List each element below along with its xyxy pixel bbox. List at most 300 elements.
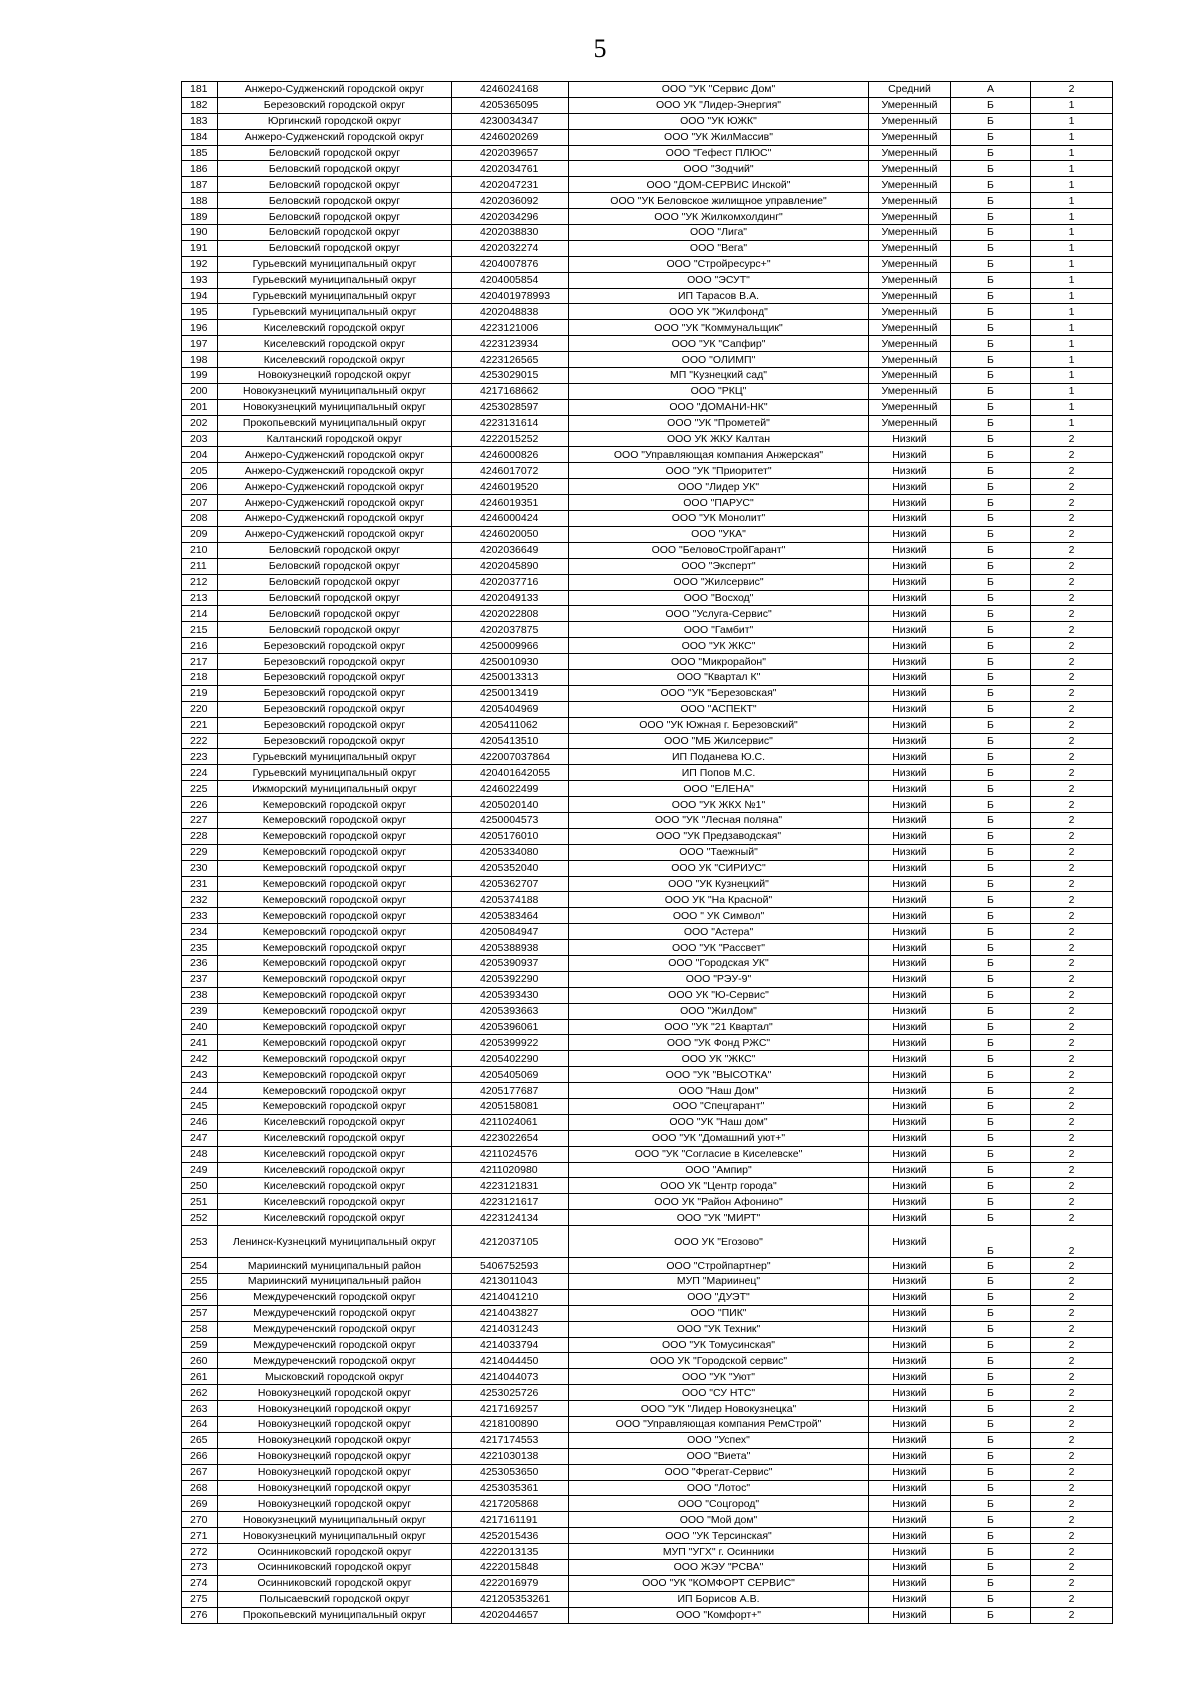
level-cell: 2 bbox=[1031, 1114, 1113, 1130]
municipality-cell: Кемеровский городской округ bbox=[218, 828, 452, 844]
table-row bbox=[182, 272, 1113, 288]
organization-cell: ООО УК "СИРИУС" bbox=[569, 860, 869, 876]
municipality-cell: Киселевский городской округ bbox=[218, 1210, 452, 1226]
organization-cell: ООО "УК "Наш дом" bbox=[569, 1114, 869, 1130]
inn-cell: 4205411062 bbox=[452, 717, 569, 733]
organization-cell: ООО "АСПЕКТ" bbox=[569, 701, 869, 717]
row-number: 225 bbox=[182, 781, 218, 797]
risk-category-cell: Умеренный bbox=[869, 129, 951, 145]
level-cell: 2 bbox=[1031, 447, 1113, 463]
risk-category-cell: Низкий bbox=[869, 622, 951, 638]
table-row bbox=[182, 399, 1113, 415]
inn-cell: 4202036092 bbox=[452, 193, 569, 209]
class-cell: Б bbox=[951, 685, 1031, 701]
inn-cell: 4222015848 bbox=[452, 1560, 569, 1576]
risk-category-cell: Низкий bbox=[869, 1417, 951, 1433]
municipality-cell: Ленинск-Кузнецкий муниципальный округ bbox=[218, 1226, 452, 1258]
risk-category-cell: Низкий bbox=[869, 812, 951, 828]
table-row bbox=[182, 606, 1113, 622]
organization-cell: ООО "УК "Сапфир" bbox=[569, 336, 869, 352]
inn-cell: 4253025726 bbox=[452, 1385, 569, 1401]
class-cell: Б bbox=[951, 590, 1031, 606]
municipality-cell: Киселевский городской округ bbox=[218, 1162, 452, 1178]
row-number: 214 bbox=[182, 606, 218, 622]
class-cell: Б bbox=[951, 1575, 1031, 1591]
class-cell: Б bbox=[951, 860, 1031, 876]
table-row bbox=[182, 908, 1113, 924]
row-number: 236 bbox=[182, 955, 218, 971]
municipality-cell: Кемеровский городской округ bbox=[218, 971, 452, 987]
inn-cell: 4223121617 bbox=[452, 1194, 569, 1210]
table-row bbox=[182, 1258, 1113, 1274]
table-row bbox=[182, 1496, 1113, 1512]
row-number: 256 bbox=[182, 1289, 218, 1305]
risk-category-cell: Низкий bbox=[869, 447, 951, 463]
organization-cell: ООО "Лига" bbox=[569, 225, 869, 241]
organization-cell: ООО УК "Центр города" bbox=[569, 1178, 869, 1194]
table-row bbox=[182, 1019, 1113, 1035]
risk-category-cell: Умеренный bbox=[869, 415, 951, 431]
class-cell: Б bbox=[951, 1496, 1031, 1512]
row-number: 250 bbox=[182, 1178, 218, 1194]
organization-cell: ООО "Наш Дом" bbox=[569, 1083, 869, 1099]
organization-cell: ООО "УК Монолит" bbox=[569, 511, 869, 527]
table-row bbox=[182, 526, 1113, 542]
inn-cell: 4250010930 bbox=[452, 654, 569, 670]
table-row bbox=[182, 1099, 1113, 1115]
municipality-cell: Кемеровский городской округ bbox=[218, 1051, 452, 1067]
inn-cell: 4202034761 bbox=[452, 161, 569, 177]
inn-cell: 4205020140 bbox=[452, 797, 569, 813]
class-cell: Б bbox=[951, 1099, 1031, 1115]
inn-cell: 4222016979 bbox=[452, 1575, 569, 1591]
organization-cell: ООО "ДОМАНИ-НК" bbox=[569, 399, 869, 415]
inn-cell: 4202037875 bbox=[452, 622, 569, 638]
municipality-cell: Кемеровский городской округ bbox=[218, 940, 452, 956]
risk-category-cell: Низкий bbox=[869, 860, 951, 876]
class-cell: Б bbox=[951, 574, 1031, 590]
level-cell: 2 bbox=[1031, 1417, 1113, 1433]
row-number: 212 bbox=[182, 574, 218, 590]
level-cell: 2 bbox=[1031, 654, 1113, 670]
inn-cell: 4250013313 bbox=[452, 669, 569, 685]
risk-category-cell: Низкий bbox=[869, 924, 951, 940]
row-number: 273 bbox=[182, 1560, 218, 1576]
level-cell: 1 bbox=[1031, 368, 1113, 384]
level-cell: 2 bbox=[1031, 1146, 1113, 1162]
inn-cell: 4205352040 bbox=[452, 860, 569, 876]
level-cell: 2 bbox=[1031, 526, 1113, 542]
level-cell: 1 bbox=[1031, 97, 1113, 113]
row-number: 230 bbox=[182, 860, 218, 876]
inn-cell: 4214031243 bbox=[452, 1321, 569, 1337]
class-cell: Б bbox=[951, 1401, 1031, 1417]
municipality-cell: Кемеровский городской округ bbox=[218, 1067, 452, 1083]
municipality-cell: Новокузнецкий городской округ bbox=[218, 1401, 452, 1417]
inn-cell: 4202045890 bbox=[452, 558, 569, 574]
class-cell: Б bbox=[951, 558, 1031, 574]
class-cell: Б bbox=[951, 1067, 1031, 1083]
risk-category-cell: Умеренный bbox=[869, 383, 951, 399]
risk-category-cell: Низкий bbox=[869, 797, 951, 813]
risk-category-cell: Низкий bbox=[869, 1289, 951, 1305]
municipality-cell: Новокузнецкий городской округ bbox=[218, 1417, 452, 1433]
risk-category-cell: Низкий bbox=[869, 495, 951, 511]
municipality-cell: Кемеровский городской округ bbox=[218, 844, 452, 860]
level-cell: 1 bbox=[1031, 209, 1113, 225]
inn-cell: 4217168662 bbox=[452, 383, 569, 399]
inn-cell: 4214033794 bbox=[452, 1337, 569, 1353]
risk-category-cell: Умеренный bbox=[869, 399, 951, 415]
table-row bbox=[182, 1480, 1113, 1496]
organization-cell: ООО "УК ЖилМассив" bbox=[569, 129, 869, 145]
table-row bbox=[182, 669, 1113, 685]
organization-cell: ООО "УКА" bbox=[569, 526, 869, 542]
risk-category-cell: Низкий bbox=[869, 781, 951, 797]
inn-cell: 4246022499 bbox=[452, 781, 569, 797]
table-row bbox=[182, 1401, 1113, 1417]
municipality-cell: Березовский городской округ bbox=[218, 733, 452, 749]
table-row bbox=[182, 145, 1113, 161]
class-cell: Б bbox=[951, 717, 1031, 733]
row-number: 233 bbox=[182, 908, 218, 924]
row-number: 226 bbox=[182, 797, 218, 813]
level-cell: 2 bbox=[1031, 749, 1113, 765]
municipality-cell: Новокузнецкий городской округ bbox=[218, 368, 452, 384]
inn-cell: 420401642055 bbox=[452, 765, 569, 781]
class-cell: Б bbox=[951, 256, 1031, 272]
table-row bbox=[182, 1114, 1113, 1130]
table-row bbox=[182, 82, 1113, 98]
inn-cell: 4217205868 bbox=[452, 1496, 569, 1512]
table-row bbox=[182, 1130, 1113, 1146]
municipality-cell: Киселевский городской округ bbox=[218, 320, 452, 336]
table-row bbox=[182, 1083, 1113, 1099]
level-cell: 2 bbox=[1031, 781, 1113, 797]
municipality-cell: Междуреченский городской округ bbox=[218, 1321, 452, 1337]
organization-cell: ООО "УК "Рассвет" bbox=[569, 940, 869, 956]
class-cell: Б bbox=[951, 145, 1031, 161]
row-number: 243 bbox=[182, 1067, 218, 1083]
inn-cell: 4202022808 bbox=[452, 606, 569, 622]
organization-cell: ООО "ЖилДом" bbox=[569, 1003, 869, 1019]
inn-cell: 4250009966 bbox=[452, 638, 569, 654]
table-row bbox=[182, 558, 1113, 574]
risk-category-cell: Низкий bbox=[869, 463, 951, 479]
class-cell: Б bbox=[951, 463, 1031, 479]
row-number: 200 bbox=[182, 383, 218, 399]
level-cell: 2 bbox=[1031, 1337, 1113, 1353]
risk-category-cell: Низкий bbox=[869, 844, 951, 860]
level-cell: 2 bbox=[1031, 1464, 1113, 1480]
table-row bbox=[182, 987, 1113, 1003]
class-cell: Б bbox=[951, 1226, 1031, 1258]
level-cell: 1 bbox=[1031, 145, 1113, 161]
organization-cell: ООО "БеловоСтройГарант" bbox=[569, 542, 869, 558]
class-cell: Б bbox=[951, 924, 1031, 940]
organization-cell: ООО "Стройпартнер" bbox=[569, 1258, 869, 1274]
inn-cell: 4223121006 bbox=[452, 320, 569, 336]
organization-cell: ООО "УК Кузнецкий" bbox=[569, 876, 869, 892]
organization-cell: ООО УК "Лидер-Энергия" bbox=[569, 97, 869, 113]
row-number: 251 bbox=[182, 1194, 218, 1210]
organization-cell: ООО "УК Предзаводская" bbox=[569, 828, 869, 844]
row-number: 267 bbox=[182, 1464, 218, 1480]
class-cell: Б bbox=[951, 1591, 1031, 1607]
table-row bbox=[182, 1528, 1113, 1544]
organization-cell: ООО УК "Район Афонино" bbox=[569, 1194, 869, 1210]
municipality-cell: Мариинский муниципальный район bbox=[218, 1274, 452, 1290]
organization-cell: ООО "Эксперт" bbox=[569, 558, 869, 574]
risk-category-cell: Низкий bbox=[869, 1448, 951, 1464]
municipality-cell: Анжеро-Судженский городской округ bbox=[218, 511, 452, 527]
municipality-cell: Беловский городской округ bbox=[218, 225, 452, 241]
class-cell: Б bbox=[951, 765, 1031, 781]
risk-category-cell: Умеренный bbox=[869, 193, 951, 209]
class-cell: Б bbox=[951, 1464, 1031, 1480]
risk-category-cell: Низкий bbox=[869, 1210, 951, 1226]
level-cell: 2 bbox=[1031, 1258, 1113, 1274]
table-row bbox=[182, 1162, 1113, 1178]
row-number: 218 bbox=[182, 669, 218, 685]
organization-cell: ООО "ЕЛЕНА" bbox=[569, 781, 869, 797]
risk-category-cell: Низкий bbox=[869, 940, 951, 956]
table-row bbox=[182, 1003, 1113, 1019]
level-cell: 2 bbox=[1031, 812, 1113, 828]
level-cell: 2 bbox=[1031, 558, 1113, 574]
inn-cell: 4205177687 bbox=[452, 1083, 569, 1099]
inn-cell: 4223131614 bbox=[452, 415, 569, 431]
municipality-cell: Гурьевский муниципальный округ bbox=[218, 288, 452, 304]
table-row bbox=[182, 256, 1113, 272]
row-number: 194 bbox=[182, 288, 218, 304]
municipality-cell: Беловский городской округ bbox=[218, 622, 452, 638]
organization-cell: ООО "Лидер УК" bbox=[569, 479, 869, 495]
table-row bbox=[182, 463, 1113, 479]
level-cell: 2 bbox=[1031, 1385, 1113, 1401]
inn-cell: 4202037716 bbox=[452, 574, 569, 590]
municipality-cell: Киселевский городской округ bbox=[218, 1178, 452, 1194]
class-cell: Б bbox=[951, 320, 1031, 336]
level-cell: 2 bbox=[1031, 955, 1113, 971]
class-cell: Б bbox=[951, 955, 1031, 971]
risk-category-cell: Низкий bbox=[869, 701, 951, 717]
level-cell: 1 bbox=[1031, 415, 1113, 431]
organization-cell: ООО "УК "Лидер Новокузнецка" bbox=[569, 1401, 869, 1417]
inn-cell: 421205353261 bbox=[452, 1591, 569, 1607]
organization-cell: МП "Кузнецкий сад" bbox=[569, 368, 869, 384]
row-number: 235 bbox=[182, 940, 218, 956]
municipality-cell: Березовский городской округ bbox=[218, 654, 452, 670]
class-cell: Б bbox=[951, 876, 1031, 892]
table-row bbox=[182, 971, 1113, 987]
inn-cell: 4202034296 bbox=[452, 209, 569, 225]
inn-cell: 4246000424 bbox=[452, 511, 569, 527]
row-number: 261 bbox=[182, 1369, 218, 1385]
level-cell: 2 bbox=[1031, 82, 1113, 98]
table-row bbox=[182, 844, 1113, 860]
row-number: 204 bbox=[182, 447, 218, 463]
level-cell: 2 bbox=[1031, 1305, 1113, 1321]
row-number: 259 bbox=[182, 1337, 218, 1353]
row-number: 221 bbox=[182, 717, 218, 733]
municipality-cell: Беловский городской округ bbox=[218, 145, 452, 161]
inn-cell: 4211024061 bbox=[452, 1114, 569, 1130]
risk-category-cell: Низкий bbox=[869, 971, 951, 987]
risk-category-cell: Низкий bbox=[869, 1385, 951, 1401]
risk-category-cell: Умеренный bbox=[869, 161, 951, 177]
municipality-cell: Новокузнецкий городской округ bbox=[218, 1432, 452, 1448]
level-cell: 2 bbox=[1031, 1496, 1113, 1512]
level-cell: 2 bbox=[1031, 1607, 1113, 1623]
risk-category-cell: Низкий bbox=[869, 1607, 951, 1623]
class-cell: Б bbox=[951, 654, 1031, 670]
table-row bbox=[182, 1464, 1113, 1480]
level-cell: 2 bbox=[1031, 1083, 1113, 1099]
level-cell: 2 bbox=[1031, 590, 1113, 606]
municipality-cell: Новокузнецкий муниципальный округ bbox=[218, 1528, 452, 1544]
risk-category-cell: Умеренный bbox=[869, 336, 951, 352]
inn-cell: 4223124134 bbox=[452, 1210, 569, 1226]
row-number: 224 bbox=[182, 765, 218, 781]
table-row bbox=[182, 828, 1113, 844]
municipality-cell: Кемеровский городской округ bbox=[218, 908, 452, 924]
class-cell: Б bbox=[951, 542, 1031, 558]
level-cell: 2 bbox=[1031, 463, 1113, 479]
municipality-cell: Гурьевский муниципальный округ bbox=[218, 765, 452, 781]
risk-category-cell: Низкий bbox=[869, 479, 951, 495]
inn-cell: 4246020269 bbox=[452, 129, 569, 145]
municipality-cell: Новокузнецкий городской округ bbox=[218, 1385, 452, 1401]
inn-cell: 4205158081 bbox=[452, 1099, 569, 1115]
risk-category-cell: Низкий bbox=[869, 1051, 951, 1067]
level-cell: 1 bbox=[1031, 177, 1113, 193]
row-number: 206 bbox=[182, 479, 218, 495]
inn-cell: 4214044073 bbox=[452, 1369, 569, 1385]
municipality-cell: Анжеро-Судженский городской округ bbox=[218, 495, 452, 511]
row-number: 231 bbox=[182, 876, 218, 892]
municipality-cell: Гурьевский муниципальный округ bbox=[218, 304, 452, 320]
level-cell: 2 bbox=[1031, 1226, 1113, 1258]
municipality-cell: Кемеровский городской округ bbox=[218, 1003, 452, 1019]
municipality-cell: Осинниковский городской округ bbox=[218, 1575, 452, 1591]
level-cell: 2 bbox=[1031, 1178, 1113, 1194]
organization-cell: ООО "Управляющая компания Анжерская" bbox=[569, 447, 869, 463]
municipality-cell: Новокузнецкий городской округ bbox=[218, 1448, 452, 1464]
municipality-cell: Киселевский городской округ bbox=[218, 1114, 452, 1130]
organization-cell: ООО "УК "Березовская" bbox=[569, 685, 869, 701]
municipality-cell: Ижморский муниципальный округ bbox=[218, 781, 452, 797]
class-cell: Б bbox=[951, 606, 1031, 622]
organization-cell: ООО "УК "Лесная поляна" bbox=[569, 812, 869, 828]
risk-category-cell: Низкий bbox=[869, 1003, 951, 1019]
table-row bbox=[182, 1226, 1113, 1258]
row-number: 276 bbox=[182, 1607, 218, 1623]
risk-category-cell: Низкий bbox=[869, 1560, 951, 1576]
table-row bbox=[182, 749, 1113, 765]
level-cell: 1 bbox=[1031, 304, 1113, 320]
risk-category-cell: Низкий bbox=[869, 606, 951, 622]
inn-cell: 4202038830 bbox=[452, 225, 569, 241]
row-number: 271 bbox=[182, 1528, 218, 1544]
row-number: 254 bbox=[182, 1258, 218, 1274]
row-number: 237 bbox=[182, 971, 218, 987]
inn-cell: 4202039657 bbox=[452, 145, 569, 161]
table-row bbox=[182, 129, 1113, 145]
inn-cell: 4246019520 bbox=[452, 479, 569, 495]
inn-cell: 4205176010 bbox=[452, 828, 569, 844]
inn-cell: 4246020050 bbox=[452, 526, 569, 542]
municipality-cell: Беловский городской округ bbox=[218, 558, 452, 574]
level-cell: 1 bbox=[1031, 336, 1113, 352]
level-cell: 2 bbox=[1031, 1369, 1113, 1385]
inn-cell: 4214041210 bbox=[452, 1289, 569, 1305]
row-number: 217 bbox=[182, 654, 218, 670]
row-number: 190 bbox=[182, 225, 218, 241]
municipality-cell: Новокузнецкий городской округ bbox=[218, 1464, 452, 1480]
risk-category-cell: Умеренный bbox=[869, 225, 951, 241]
organization-cell: ООО "ДУЭТ" bbox=[569, 1289, 869, 1305]
inn-cell: 4217174553 bbox=[452, 1432, 569, 1448]
risk-category-cell: Умеренный bbox=[869, 304, 951, 320]
risk-category-cell: Низкий bbox=[869, 765, 951, 781]
row-number: 248 bbox=[182, 1146, 218, 1162]
organization-cell: ООО "Услуга-Сервис" bbox=[569, 606, 869, 622]
table-row bbox=[182, 590, 1113, 606]
inn-cell: 4223123934 bbox=[452, 336, 569, 352]
level-cell: 2 bbox=[1031, 1432, 1113, 1448]
organization-cell: ООО "Соцгород" bbox=[569, 1496, 869, 1512]
organization-cell: ООО "УК "Домашний уют+" bbox=[569, 1130, 869, 1146]
municipality-cell: Новокузнецкий городской округ bbox=[218, 1480, 452, 1496]
class-cell: Б bbox=[951, 1194, 1031, 1210]
level-cell: 1 bbox=[1031, 225, 1113, 241]
table-row bbox=[182, 97, 1113, 113]
row-number: 219 bbox=[182, 685, 218, 701]
level-cell: 1 bbox=[1031, 399, 1113, 415]
municipality-cell: Кемеровский городской округ bbox=[218, 1083, 452, 1099]
organization-cell: ООО "РЭУ-9" bbox=[569, 971, 869, 987]
class-cell: Б bbox=[951, 304, 1031, 320]
municipality-cell: Анжеро-Судженский городской округ bbox=[218, 129, 452, 145]
inn-cell: 4205084947 bbox=[452, 924, 569, 940]
inn-cell: 420401978993 bbox=[452, 288, 569, 304]
municipality-cell: Анжеро-Судженский городской округ bbox=[218, 479, 452, 495]
row-number: 241 bbox=[182, 1035, 218, 1051]
organization-cell: ООО "УК Южная г. Березовский" bbox=[569, 717, 869, 733]
row-number: 222 bbox=[182, 733, 218, 749]
row-number: 264 bbox=[182, 1417, 218, 1433]
row-number: 183 bbox=[182, 113, 218, 129]
row-number: 197 bbox=[182, 336, 218, 352]
row-number: 269 bbox=[182, 1496, 218, 1512]
risk-category-cell: Умеренный bbox=[869, 209, 951, 225]
organization-cell: ООО УК "Жилфонд" bbox=[569, 304, 869, 320]
inn-cell: 4212037105 bbox=[452, 1226, 569, 1258]
class-cell: Б bbox=[951, 1369, 1031, 1385]
class-cell: Б bbox=[951, 1114, 1031, 1130]
municipality-cell: Анжеро-Судженский городской округ bbox=[218, 447, 452, 463]
row-number: 205 bbox=[182, 463, 218, 479]
level-cell: 1 bbox=[1031, 256, 1113, 272]
row-number: 187 bbox=[182, 177, 218, 193]
table-row bbox=[182, 447, 1113, 463]
table-row bbox=[182, 781, 1113, 797]
risk-category-cell: Низкий bbox=[869, 1067, 951, 1083]
level-cell: 2 bbox=[1031, 1067, 1113, 1083]
organization-cell: ООО "Спецгарант" bbox=[569, 1099, 869, 1115]
table-row bbox=[182, 1337, 1113, 1353]
